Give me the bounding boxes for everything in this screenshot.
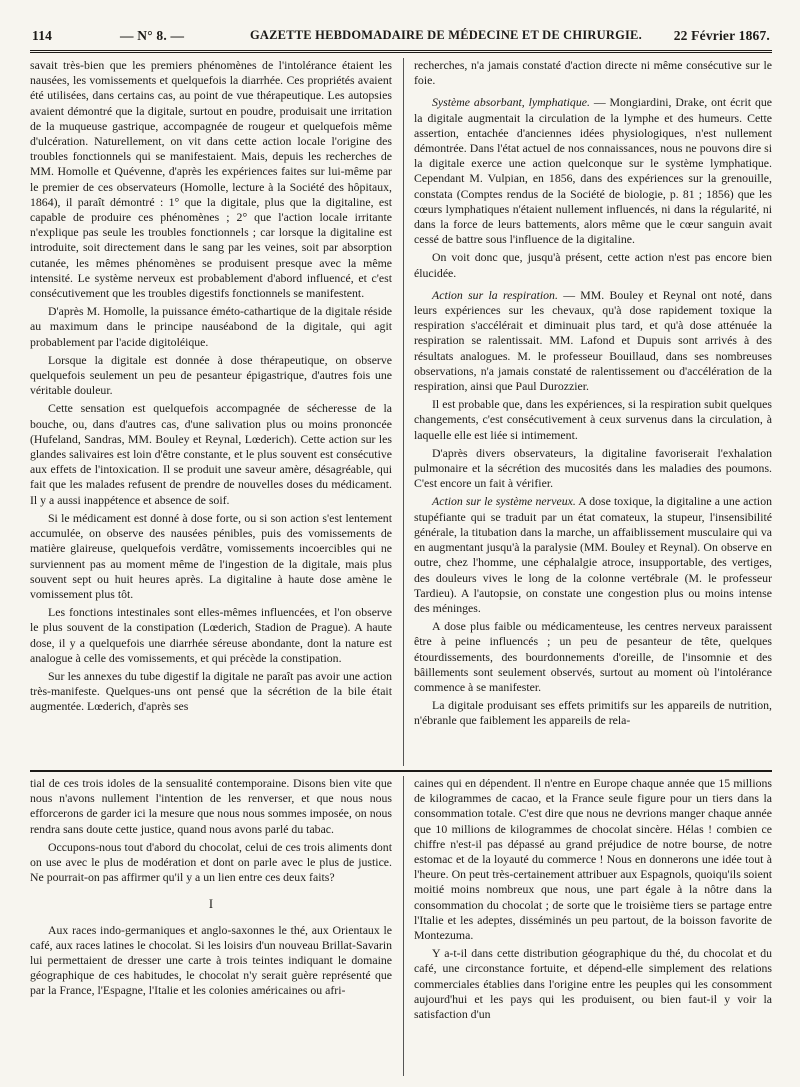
paragraph: A dose plus faible ou médicamenteuse, les centres nerveux paraissent être à peine influencés ; un peu de pesanteur de tête, quelques étourdissements, des bourdonnements d'oreille, de l'insomnie et des bâillements sont seulement observés, surtout au moment où l'intolérance commence à se manifester. — [414, 619, 772, 694]
section-numeral: I — [208, 897, 214, 912]
paragraph: Les fonctions intestinales sont elles-mêmes influencées, et l'on observe le plus souvent de la constipation (Lœderich, Stadion de Prague). A haute dose, il y a quelquefois une diarrhée séreuse abondante, dont la nature est analogue à celle des vomissements, et qui précède la constipation. — [30, 605, 392, 665]
paragraph: Y a-t-il dans cette distribution géographique du thé, du chocolat et du café, une circonstance fortuite, et dépend-elle simplement des relations commerciales établies dans l'origine entre les peuples qui les consomment aujourd'hui et les pays qui les produisent, ou bien faut-il y voir la satisfaction d'un — [414, 946, 772, 1022]
paragraph: Il est probable que, dans les expériences, si la respiration subit quelques changements, c'est consécutivement à ceux survenus dans la circulation, à laquelle elle est liée si intimement. — [414, 397, 772, 442]
issue-number: — N° 8. — — [120, 28, 185, 43]
section-heading: Système absorbant, lymphatique. — [432, 95, 590, 110]
paragraph: La digitale produisant ses effets primitifs sur les appareils de nutrition, n'ébranle que faiblement les appareils de rela- — [414, 698, 772, 728]
paragraph: Action sur le système nerveux. A dose toxique, la digitaline a une action stupéfiante qui se traduit par un état comateux, la stupeur, l'insensibilité générale, la titubation dans la marche, un affaiblissement musculaire qui va en augmentant jusqu'à la paralysie (MM. Bouley et Reynal). On observe en outre, chez l'homme, une céphalalgie atroce, insupportable, des vertiges, des douleurs vives le long de la colonne vertébrale (M. le professeur Tardieu). A l'autopsie, on constate une congestion plus ou moins intense des méninges. — [414, 494, 772, 615]
issue-date: 22 Février 1867. — [673, 28, 770, 43]
column-divider — [403, 776, 404, 1076]
paragraph: Lorsque la digitale est donnée à dose thérapeutique, on observe quelquefois seulement un peu de pesanteur épigastrique, d'autres fois une véritable douleur. — [30, 352, 392, 398]
page-number: 114 — [32, 28, 53, 43]
paragraph: D'après M. Homolle, la puissance éméto-cathartique de la digitale réside au maximum dans le principe nauséabond de la digitale, qui agit probablement par l'acide digitoléique. — [30, 304, 392, 349]
paragraph: tial de ces trois idoles de la sensualité contemporaine. Disons bien vite que nous n'avons nullement l'intention de les renverser, et que nous nous efforcerons de garder ici la mesure que nous nous sommes imposée, on nous rendra sans doute cette justice, quand nous avons parlé du tabac. — [30, 776, 392, 836]
paragraph: Cette sensation est quelquefois accompagnée de sécheresse de la bouche, ou, dans d'autres cas, d'une salivation plus ou moins prononcée (Hufeland, Sandras, MM. Bouley et Reynal, Lœderich). Cette action sur les glandes salivaires est loin d'être constante, et le plus souvent est consécutive aux effets de l'intoxication. Il se produit une saveur amère, désagréable, qui fait que les malades refusent de prendre de nouvelles doses du médicament. Il y a aussi inappétence et absence de soif. — [30, 401, 392, 507]
paragraph: Sur les annexes du tube digestif la digitale ne paraît pas avoir une action très-manifeste. Quelques-uns ont pensé que la sécrétion de la bile était augmentée. Lœderich, d'après ses — [30, 668, 392, 714]
section-heading: Action sur la respiration. — [432, 287, 558, 302]
feuilleton-rule — [30, 770, 772, 772]
feuilleton-column-right — [414, 776, 772, 1076]
paragraph: Aux races indo-germaniques et anglo-saxonnes le thé, aux Orientaux le café, aux races latines le chocolat. Si les loisirs d'un nouveau Brillat-Savarin lui permettaient de dresser une carte à trois teintes indiquant le domaine géographique de ces habitudes, le chocolat n'y serait guère représenté que par la France, l'Espagne, l'Italie et les colonies américaines ou afri- — [30, 922, 392, 998]
feuilleton-column-left — [30, 776, 392, 1076]
paragraph: Système absorbant, lymphatique. — Mongiardini, Drake, ont écrit que la digitale augmentait la circulation de la lymphe et des humeurs. Cette assertion, entachée d'anciennes idées physiologiques, n'est nullement démontrée. Dans l'état actuel de nos connaissances, nous ne pouvons dire si la digitale exerce une action quelconque sur le système lymphatique. Cependant M. Vulpian, en 1856, dans des expériences sur la grenouille, constata (Comptes rendus de la Société de biologie, p. 81 ; 1856) que les cœurs lymphatiques n'étaient nullement influencés, ni dans la régularité, ni dans la force de leurs battements, alors même que le cœur sanguin avait cessé de battre sous l'influence de la digitaline. — [414, 95, 772, 247]
section-heading: Action sur le système nerveux. — [432, 494, 576, 509]
paragraph: Si le médicament est donné à dose forte, ou si son action s'est lentement accumulée, on observe des nausées pénibles, puis des vomissements de matière glaireuse, quelquefois verdâtre, vomissements incoercibles qui ne surviennent pas au moment même de l'ingestion de la digitale, mais plus souvent sept ou huit heures après. La digitaline à haute dose amène le vomissement plus tôt. — [30, 510, 392, 601]
paragraph: On voit donc que, jusqu'à présent, cette action n'est pas encore bien élucidée. — [414, 250, 772, 280]
paragraph: Occupons-nous tout d'abord du chocolat, celui de ces trois aliments dont on use avec le plus de modération et dont on parle avec le plus de justice. Ne pourrait-on pas affirmer qu'il y a un lien entre ces deux faits? — [30, 839, 392, 885]
article-column-left — [30, 58, 392, 766]
article-column-right — [414, 58, 772, 766]
paragraph: Action sur la respiration. — MM. Bouley et Reynal ont noté, dans leurs expériences sur les chevaux, qu'à dose rapidement toxique la respiration s'accélérait et diminuait plus tard, et qu'à dose atténuée la respiration se ralentissait. MM. Lafond et Dupuis sont arrivés à des résultats analogues. M. le professeur Bouillaud, dans ses nombreuses observations, n'a jamais constaté de ralentissement ou d'accélération de la respiration, ainsi que Paul Durozzier. — [414, 287, 772, 394]
paragraph: D'après divers observateurs, la digitaline favoriserait l'exhalation pulmonaire et la sécrétion des mucosités dans les maladies des poumons. C'est encore un fait à vérifier. — [414, 445, 772, 491]
paragraph: recherches, n'a jamais constaté d'action directe ni même consécutive sur le foie. — [414, 58, 772, 88]
paragraph: savait très-bien que les premiers phénomènes de l'intolérance étaient les nausées, les vomissements et quelquefois la diarrhée. Ces propriétés avaient été utilisées, dans certains cas, au point de vue thérapeutique. Les autopsies avaient démontré que la digitale, surtout en poudre, produisait une irritation de la muqueuse gastrique, accompagnée de rougeur et quelquefois même d'ulcération. Naturellement, on vit dans cette action locale l'origine des troubles fonctionnels qui se manifestaient. Mais, depuis les recherches de MM. Homolle et Quévenne, d'après les expériences faites sur lui-même par le premier de ces observateurs (Homolle, lecture à la Société des hôpitaux, 1864), il paraît démontré : 1° que la digitale, plus que la digitaline, est capable de produire ces phénomènes ; 2° que l'action locale irritante n'explique pas seule les troubles fonctionnels ; car lorsque la digitaline est introduite, soit directement dans le sang par les veines, soit par absorption cutanée, les mêmes phénomènes se produisent presque avec la même intensité. Le système nerveux est probablement d'abord influencé, et c'est consécutivement que les troubles digestifs fonctionnels se manifestent. — [30, 58, 392, 301]
column-divider — [403, 58, 404, 766]
page-header — [30, 20, 772, 53]
journal-title: GAZETTE HEBDOMADAIRE DE MÉDECINE ET DE CHIRURGIE. — [250, 28, 642, 42]
paragraph: caines qui en dépendent. Il n'entre en Europe chaque année que 15 millions de kilogrammes de cacao, et la France seule figure pour un tiers dans la consommation totale. C'est dire que nous ne devrions manger chaque année que 10 millions de kilogrammes de chocolat sincère. Hélas ! combien ce chiffre n'est-il pas dépassé au grand préjudice de notre bourse, de notre estomac et de la loyauté du commerce ! Nous en donnerons une idée tout à l'heure. On peut très-certainement attribuer aux Espagnols, quoiqu'ils soient moitié moins nombreux que nous, une part égale à la nôtre dans la consommation du chocolat ; de sorte que le troisième tiers se partage entre l'Italie et les adeptes, disséminés un peu partout, de la boisson favorite de Montezuma. — [414, 776, 772, 943]
